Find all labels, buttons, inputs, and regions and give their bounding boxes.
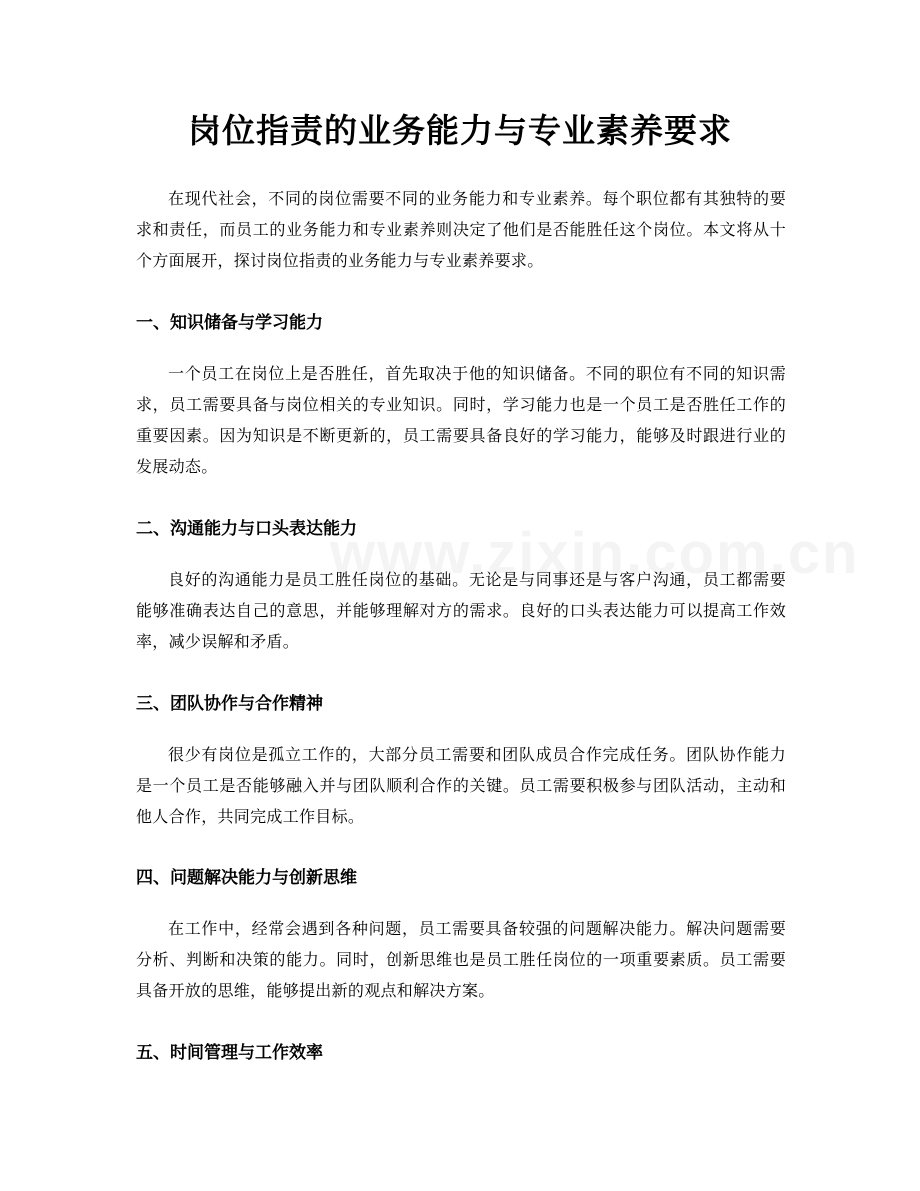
section-heading-3: 三、团队协作与合作精神 <box>136 694 323 714</box>
section-body-4: 在工作中，经常会遇到各种问题，员工需要具备较强的问题解决能力。解决问题需要分析、判断和决策的能力。同时，创新思维也是员工胜任岗位的一项重要素质。员工需要具备开放的思维，能够提出新的观点和解决方案。 <box>136 919 786 1000</box>
section-body-3: 很少有岗位是孤立工作的，大部分员工需要和团队成员合作完成任务。团队协作能力是一个员工是否能够融入并与团队顺利合作的关键。员工需要积极参与团队活动，主动和他人合作，共同完成工作目标。 <box>136 745 786 826</box>
section-heading-5: 五、时间管理与工作效率 <box>136 1043 323 1063</box>
document-title: 岗位指责的业务能力与专业素养要求 <box>188 111 732 150</box>
section-heading-1: 一、知识储备与学习能力 <box>136 313 323 333</box>
section-heading-2: 二、沟通能力与口头表达能力 <box>136 519 357 539</box>
section-body-2: 良好的沟通能力是员工胜任岗位的基础。无论是与同事还是与客户沟通，员工都需要能够准确表达自己的意思，并能够理解对方的需求。良好的口头表达能力可以提高工作效率，减少误解和矛盾。 <box>136 570 786 651</box>
section-heading-4: 四、问题解决能力与创新思维 <box>136 868 357 888</box>
section-body-1: 一个员工在岗位上是否胜任，首先取决于他的知识储备。不同的职位有不同的知识需求，员工需要具备与岗位相关的专业知识。同时，学习能力也是一个员工是否胜任工作的重要因素。因为知识是不断更新的，员工需要具备良好的学习能力，能够及时跟进行业的发展动态。 <box>136 364 786 476</box>
intro-paragraph: 在现代社会，不同的岗位需要不同的业务能力和专业素养。每个职位都有其独特的要求和责任，而员工的业务能力和专业素养则决定了他们是否能胜任这个岗位。本文将从十个方面展开，探讨岗位指责的业务能力与专业素养要求。 <box>136 189 786 270</box>
